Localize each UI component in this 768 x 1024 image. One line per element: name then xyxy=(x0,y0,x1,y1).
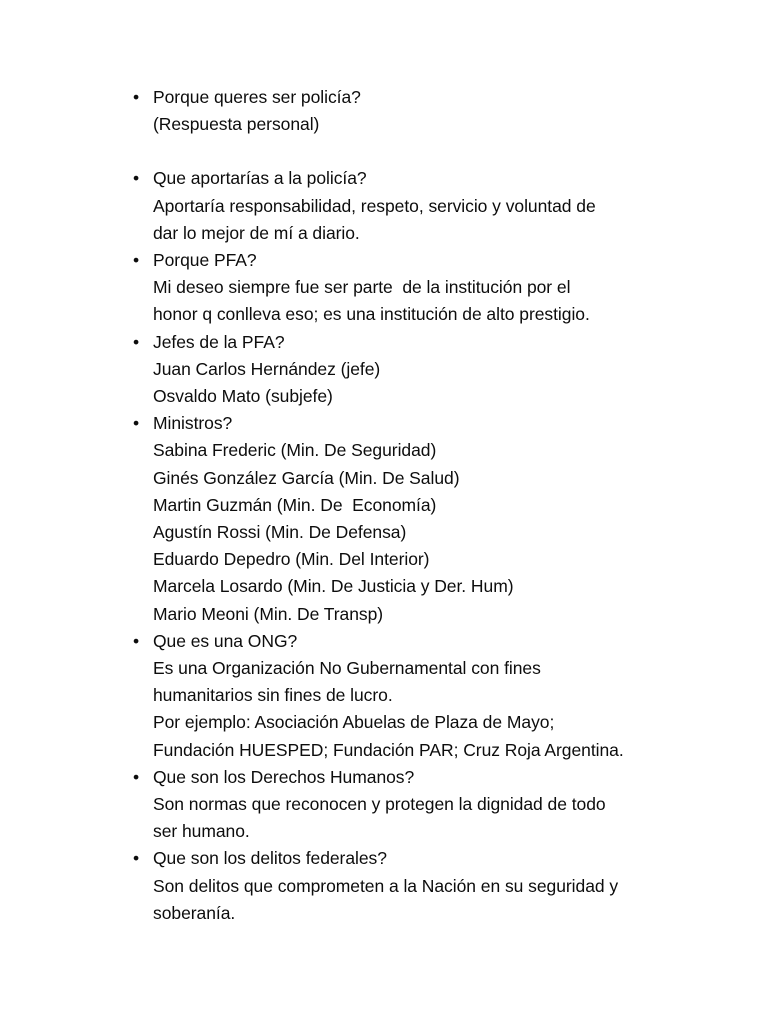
answer-line: dar lo mejor de mí a diario. xyxy=(153,222,360,243)
answer-line: soberanía. xyxy=(153,902,236,923)
answer-line: (Respuesta personal) xyxy=(153,114,320,135)
question-text: Que aportarías a la policía? xyxy=(153,168,367,189)
answer-line: ser humano. xyxy=(153,821,250,842)
answer-line: Son normas que reconocen y protegen la dignidad de todo xyxy=(153,794,606,815)
bullet-icon: • xyxy=(133,168,140,189)
list-item xyxy=(133,247,663,329)
bullet-icon: • xyxy=(133,630,140,651)
answer-line: humanitarios sin fines de lucro. xyxy=(153,685,393,706)
bullet-icon: • xyxy=(133,413,140,434)
answer-line: Eduardo Depedro (Min. Del Interior) xyxy=(153,549,430,570)
list-item xyxy=(133,410,663,628)
answer-line: Osvaldo Mato (subjefe) xyxy=(153,386,333,407)
question-text: Porque queres ser policía? xyxy=(153,87,361,107)
bullet-icon: • xyxy=(133,848,140,869)
question-text: Ministros? xyxy=(153,413,233,434)
answer-line: Es una Organización No Gubernamental con fines xyxy=(153,658,541,679)
bullet-icon: • xyxy=(133,250,140,271)
answer-line: Por ejemplo: Asociación Abuelas de Plaza de Mayo; xyxy=(153,712,555,733)
bulleted-list xyxy=(133,84,663,927)
question-text: Que es una ONG? xyxy=(153,630,298,651)
answer-line: Ginés González García (Min. De Salud) xyxy=(153,467,460,488)
answer-line: Aportaría responsabilidad, respeto, servicio y voluntad de xyxy=(153,195,596,216)
list-item xyxy=(133,764,663,846)
question-text: Jefes de la PFA? xyxy=(153,331,285,352)
answer-line: Fundación HUESPED; Fundación PAR; Cruz Roja Argentina. xyxy=(153,739,624,760)
answer-line: Martin Guzmán (Min. De Economía) xyxy=(153,494,437,515)
answer-line: Marcela Losardo (Min. De Justicia y Der. Hum) xyxy=(153,576,514,597)
question-text: Que son los delitos federales? xyxy=(153,848,387,869)
list-item xyxy=(133,84,663,138)
answer-line: honor q conlleva eso; es una institución de alto prestigio. xyxy=(153,304,590,325)
answer-line: Sabina Frederic (Min. De Seguridad) xyxy=(153,440,437,461)
list-item xyxy=(133,845,663,927)
answer-line: Son delitos que comprometen a la Nación en su seguridad y xyxy=(153,875,619,896)
list-item xyxy=(133,329,663,411)
answer-line: Juan Carlos Hernández (jefe) xyxy=(153,358,381,379)
question-text: Que son los Derechos Humanos? xyxy=(153,766,415,787)
answer-line: Mi deseo siempre fue ser parte de la institución por el xyxy=(153,277,571,298)
answer-line: Mario Meoni (Min. De Transp) xyxy=(153,603,384,624)
bullet-icon: • xyxy=(133,331,140,352)
list-item xyxy=(133,628,663,764)
list-item xyxy=(133,165,663,247)
bullet-icon: • xyxy=(133,87,140,107)
answer-line: Agustín Rossi (Min. De Defensa) xyxy=(153,522,407,543)
question-text: Porque PFA? xyxy=(153,250,257,271)
bullet-icon: • xyxy=(133,766,140,787)
